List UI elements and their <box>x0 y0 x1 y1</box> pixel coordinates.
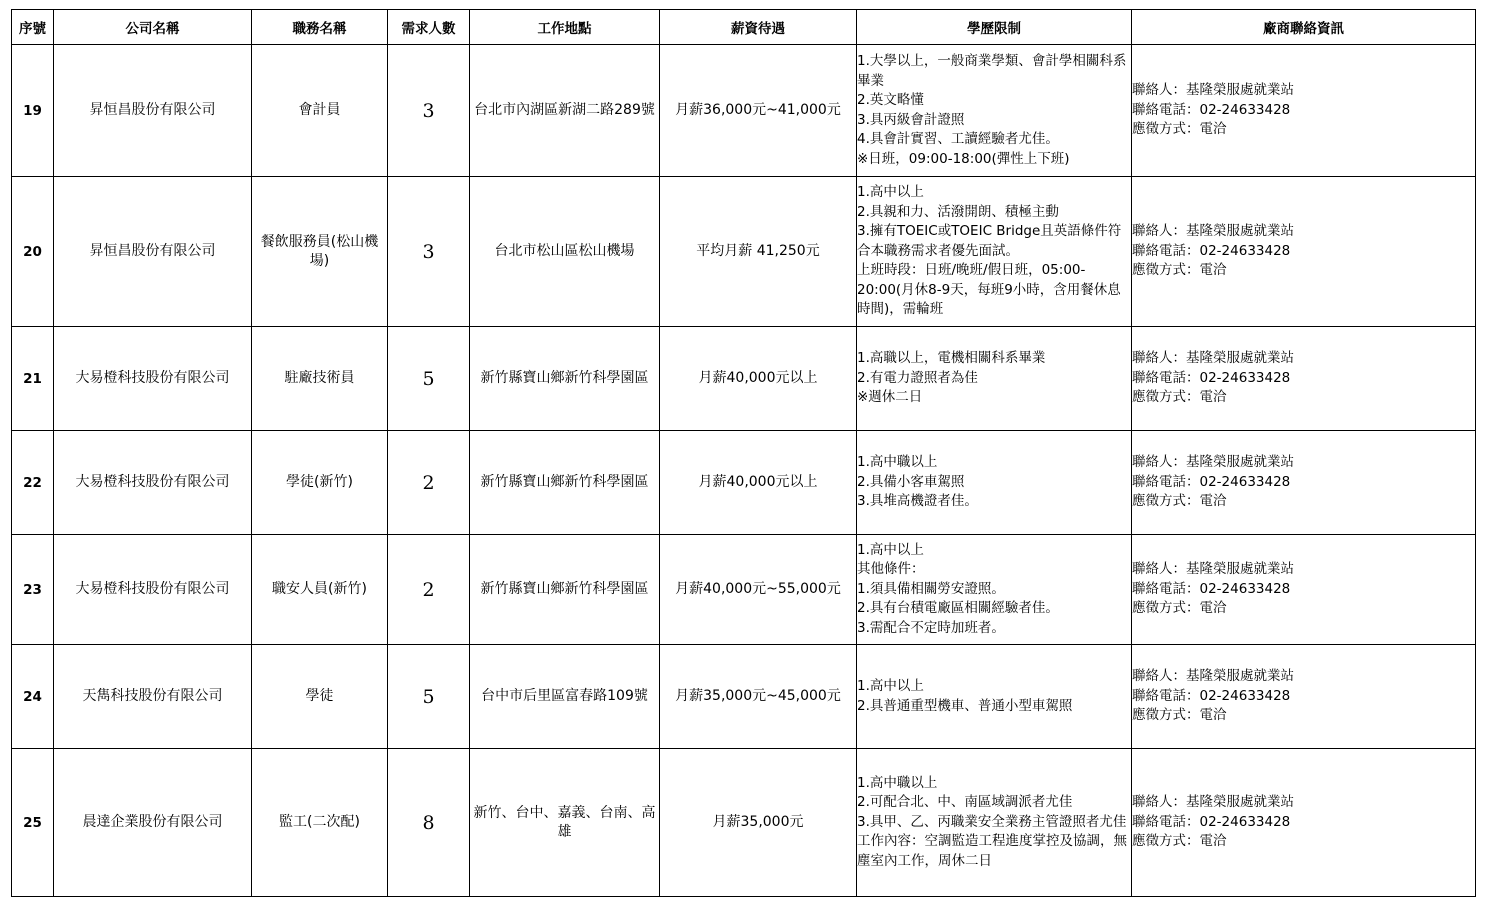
contact-person: 聯絡人：基隆榮服處就業站 <box>1132 668 1294 685</box>
seq-cell: 23 <box>12 535 54 645</box>
job-title-cell: 會計員 <box>252 45 388 177</box>
headcount-cell: 5 <box>388 645 470 749</box>
job-title-cell: 學徒(新竹) <box>252 431 388 535</box>
location-cell: 台北市內湖區新湖二路289號 <box>470 45 660 177</box>
company-cell: 大易橙科技股份有限公司 <box>54 327 252 431</box>
job-title-cell: 餐飲服務員(松山機場) <box>252 177 388 327</box>
education-line: 3.具甲、乙、丙職業安全業務主管證照者尤佳 <box>857 813 1127 830</box>
contact-phone: 聯絡電話：02-24633428 <box>1132 580 1291 597</box>
education-line: 上班時段：日班/晚班/假日班，05:00-20:00(月休8-9天，每班9小時，含用餐休息時間)，需輪班 <box>857 262 1121 318</box>
headcount-cell: 2 <box>388 535 470 645</box>
education-line: 3.擁有TOEIC或TOEIC Bridge且英語條件符合本職務需求者優先面試。 <box>857 223 1122 259</box>
location-cell: 新竹、台中、嘉義、台南、高雄 <box>470 749 660 897</box>
education-line: 3.需配合不定時加班者。 <box>857 619 1005 636</box>
education-line: 1.高中以上 <box>857 541 924 558</box>
contact-cell <box>1132 749 1476 897</box>
job-title-cell: 駐廠技術員 <box>252 327 388 431</box>
header-location: 工作地點 <box>470 10 660 45</box>
salary-cell: 月薪40,000元~55,000元 <box>660 535 857 645</box>
seq-cell: 25 <box>12 749 54 897</box>
contact-phone: 聯絡電話：02-24633428 <box>1132 242 1291 259</box>
education-line: 1.高中職以上 <box>857 454 938 471</box>
contact-cell <box>1132 45 1476 177</box>
education-line: 1.高中以上 <box>857 678 924 694</box>
contact-method: 應徵方式：電洽 <box>1132 121 1227 138</box>
header-row <box>12 10 1476 45</box>
education-cell <box>857 431 1132 535</box>
seq-cell: 20 <box>12 177 54 327</box>
header-education: 學歷限制 <box>857 10 1132 45</box>
headcount-cell: 5 <box>388 327 470 431</box>
company-cell: 天雋科技股份有限公司 <box>54 645 252 749</box>
header-headcount: 需求人數 <box>388 10 470 45</box>
job-listing-table <box>11 9 1476 897</box>
education-cell <box>857 177 1132 327</box>
education-line: 2.具普通重型機車、普通小型車駕照 <box>857 697 1073 714</box>
seq-cell: 19 <box>12 45 54 177</box>
contact-phone: 聯絡電話：02-24633428 <box>1132 369 1291 386</box>
education-line: 其他條件： <box>857 561 925 578</box>
contact-phone: 聯絡電話：02-24633428 <box>1132 813 1291 830</box>
education-line: 2.具親和力、活潑開朗、積極主動 <box>857 203 1059 220</box>
contact-cell <box>1132 177 1476 327</box>
headcount-cell: 2 <box>388 431 470 535</box>
company-cell: 大易橙科技股份有限公司 <box>54 431 252 535</box>
headcount-cell: 3 <box>388 177 470 327</box>
header-salary: 薪資待遇 <box>660 10 857 45</box>
contact-cell <box>1132 645 1476 749</box>
table-row <box>12 645 1476 749</box>
education-cell <box>857 45 1132 177</box>
header-company: 公司名稱 <box>54 10 252 45</box>
contact-method: 應徵方式：電洽 <box>1132 262 1227 279</box>
company-cell: 昇恒昌股份有限公司 <box>54 177 252 327</box>
education-line: 2.具備小客車駕照 <box>857 473 965 490</box>
education-line: 3.具堆高機證者佳。 <box>857 493 978 510</box>
education-line: 2.英文略懂 <box>857 92 924 108</box>
job-title-cell: 學徒 <box>252 645 388 749</box>
location-cell: 台中市后里區富春路109號 <box>470 645 660 749</box>
header-contact: 廠商聯絡資訊 <box>1132 10 1476 45</box>
education-cell <box>857 645 1132 749</box>
education-line: 3.具丙級會計證照 <box>857 111 965 128</box>
education-line: 1.高職以上，電機相關科系畢業 <box>857 350 1046 367</box>
education-line: 工作內容：空調監造工程進度掌控及協調，無塵室內工作，周休二日 <box>857 833 1127 869</box>
contact-method: 應徵方式：電洽 <box>1132 707 1227 724</box>
company-cell: 昇恒昌股份有限公司 <box>54 45 252 177</box>
salary-cell: 月薪40,000元以上 <box>660 327 857 431</box>
education-line: 1.高中職以上 <box>857 774 938 791</box>
contact-phone: 聯絡電話：02-24633428 <box>1132 101 1291 118</box>
contact-method: 應徵方式：電洽 <box>1132 833 1227 850</box>
location-cell: 台北市松山區松山機場 <box>470 177 660 327</box>
location-cell: 新竹縣寶山鄉新竹科學園區 <box>470 431 660 535</box>
location-cell: 新竹縣寶山鄉新竹科學園區 <box>470 327 660 431</box>
salary-cell: 月薪36,000元~41,000元 <box>660 45 857 177</box>
job-title-cell: 職安人員(新竹) <box>252 535 388 645</box>
seq-cell: 21 <box>12 327 54 431</box>
table-row <box>12 177 1476 327</box>
contact-cell <box>1132 431 1476 535</box>
contact-cell <box>1132 535 1476 645</box>
contact-method: 應徵方式：電洽 <box>1132 600 1227 617</box>
headcount-cell: 3 <box>388 45 470 177</box>
header-job-title: 職務名稱 <box>252 10 388 45</box>
education-line: 2.可配合北、中、南區域調派者尤佳 <box>857 794 1073 811</box>
salary-cell: 平均月薪 41,250元 <box>660 177 857 327</box>
education-line: 2.具有台積電廠區相關經驗者佳。 <box>857 600 1059 617</box>
contact-phone: 聯絡電話：02-24633428 <box>1132 473 1291 490</box>
contact-cell <box>1132 327 1476 431</box>
contact-method: 應徵方式：電洽 <box>1132 389 1227 406</box>
salary-cell: 月薪35,000元 <box>660 749 857 897</box>
contact-person: 聯絡人：基隆榮服處就業站 <box>1132 561 1294 578</box>
contact-phone: 聯絡電話：02-24633428 <box>1132 687 1291 704</box>
salary-cell: 月薪40,000元以上 <box>660 431 857 535</box>
education-cell <box>857 749 1132 897</box>
education-line: 1.大學以上，一般商業學類、會計學相關科系畢業 <box>857 53 1127 89</box>
contact-person: 聯絡人：基隆榮服處就業站 <box>1132 794 1294 811</box>
contact-method: 應徵方式：電洽 <box>1132 493 1227 510</box>
table-row <box>12 749 1476 897</box>
company-cell: 大易橙科技股份有限公司 <box>54 535 252 645</box>
education-line: 1.須具備相關勞安證照。 <box>857 580 1005 597</box>
contact-person: 聯絡人：基隆榮服處就業站 <box>1132 82 1294 99</box>
seq-cell: 22 <box>12 431 54 535</box>
contact-person: 聯絡人：基隆榮服處就業站 <box>1132 223 1294 240</box>
header-seq: 序號 <box>12 10 54 45</box>
education-line: 2.有電力證照者為佳 <box>857 369 978 386</box>
table-row <box>12 45 1476 177</box>
education-cell <box>857 327 1132 431</box>
table-row <box>12 431 1476 535</box>
seq-cell: 24 <box>12 645 54 749</box>
contact-person: 聯絡人：基隆榮服處就業站 <box>1132 350 1294 367</box>
table-row <box>12 327 1476 431</box>
location-cell: 新竹縣寶山鄉新竹科學園區 <box>470 535 660 645</box>
company-cell: 晨達企業股份有限公司 <box>54 749 252 897</box>
education-line: ※日班，09:00-18:00(彈性上下班) <box>857 150 1070 167</box>
job-title-cell: 監工(二次配) <box>252 749 388 897</box>
headcount-cell: 8 <box>388 749 470 897</box>
education-cell <box>857 535 1132 645</box>
contact-person: 聯絡人：基隆榮服處就業站 <box>1132 454 1294 471</box>
education-line: 4.具會計實習、工讀經驗者尤佳。 <box>857 131 1059 147</box>
table-row <box>12 535 1476 645</box>
salary-cell: 月薪35,000元~45,000元 <box>660 645 857 749</box>
education-line: ※週休二日 <box>857 389 923 406</box>
education-line: 1.高中以上 <box>857 184 924 201</box>
